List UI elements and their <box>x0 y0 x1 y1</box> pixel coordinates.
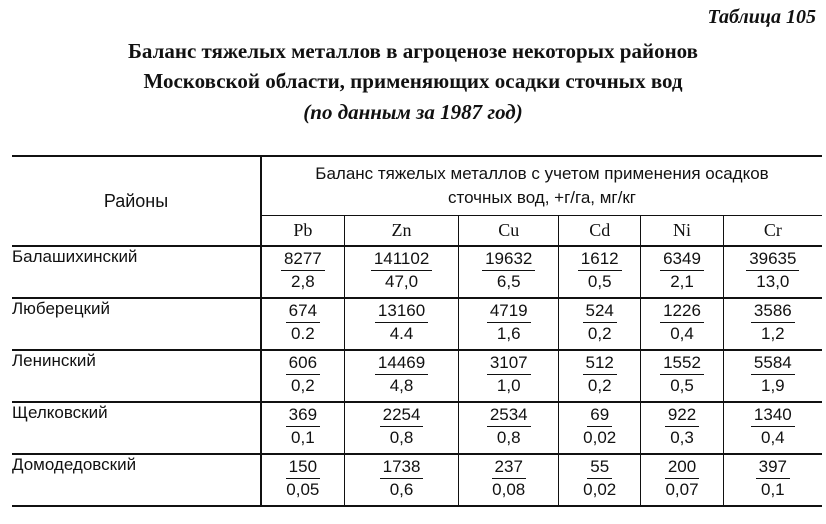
balance-per-kg: 0,5 <box>587 272 612 291</box>
header-metal-pb: Pb <box>261 215 344 246</box>
value-cell <box>641 402 723 454</box>
balance-per-ha: 6349 <box>660 248 704 271</box>
header-metal-ni: Ni <box>641 215 723 246</box>
district-name: Домодедовский <box>12 454 261 506</box>
balance-per-ha: 1738 <box>380 456 424 479</box>
balance-per-kg: 0,07 <box>665 480 699 499</box>
balance-per-kg: 13,0 <box>756 272 790 291</box>
header-metal-cd: Cd <box>559 215 641 246</box>
balance-per-kg: 0,02 <box>583 428 617 447</box>
table-row <box>12 402 822 454</box>
balance-per-ha: 4719 <box>487 300 531 323</box>
value-cell <box>723 402 822 454</box>
value-cell <box>641 350 723 402</box>
balance-per-kg: 0,5 <box>670 376 694 395</box>
balance-per-kg: 0,4 <box>761 428 785 447</box>
header-metal-cu: Cu <box>459 215 559 246</box>
value-cell <box>459 454 559 506</box>
value-cell <box>261 402 344 454</box>
metals-balance-table <box>12 155 822 507</box>
district-name: Щелковский <box>12 402 261 454</box>
value-cell <box>641 454 723 506</box>
value-cell <box>723 454 822 506</box>
balance-per-kg: 0,6 <box>389 480 414 499</box>
balance-per-kg: 2,8 <box>291 272 315 291</box>
table-title-line2: Московской области, применяющих осадки сточных вод <box>143 69 683 93</box>
balance-per-kg: 0,2 <box>587 376 612 395</box>
balance-per-kg: 0,4 <box>670 324 694 343</box>
balance-per-kg: 0,1 <box>291 428 315 447</box>
balance-per-kg: 0,2 <box>587 324 612 343</box>
balance-per-ha: 55 <box>587 456 612 479</box>
header-balance-line2: сточных вод, +г/га, мг/кг <box>448 187 636 207</box>
header-district: Районы <box>12 156 261 246</box>
value-cell <box>559 350 641 402</box>
balance-per-ha: 674 <box>286 300 320 323</box>
district-name: Люберецкий <box>12 298 261 350</box>
table-row <box>12 454 822 506</box>
balance-per-kg: 6,5 <box>496 272 521 291</box>
balance-per-kg: 0.2 <box>291 324 315 343</box>
balance-per-ha: 1340 <box>751 404 795 427</box>
balance-per-kg: 0,02 <box>583 480 617 499</box>
balance-per-ha: 39635 <box>746 248 799 271</box>
balance-per-ha: 1612 <box>578 248 622 271</box>
value-cell <box>559 402 641 454</box>
table-row <box>12 298 822 350</box>
balance-per-ha: 19632 <box>482 248 535 271</box>
value-cell <box>344 454 459 506</box>
district-name: Балашихинский <box>12 246 261 298</box>
balance-per-ha: 14469 <box>375 352 428 375</box>
balance-per-ha: 237 <box>492 456 526 479</box>
balance-per-ha: 1552 <box>660 352 704 375</box>
table-subtitle: (по данным за 1987 год) <box>303 100 523 124</box>
value-cell <box>344 298 459 350</box>
balance-per-kg: 1,9 <box>761 376 785 395</box>
balance-per-ha: 150 <box>286 456 320 479</box>
balance-per-ha: 3107 <box>487 352 531 375</box>
balance-per-kg: 0,2 <box>291 376 315 395</box>
balance-per-ha: 524 <box>583 300 617 323</box>
value-cell <box>723 350 822 402</box>
balance-per-ha: 397 <box>756 456 790 479</box>
balance-per-kg: 4,8 <box>389 376 414 395</box>
value-cell <box>559 454 641 506</box>
balance-per-ha: 3586 <box>751 300 795 323</box>
balance-per-kg: 0,08 <box>492 480 526 499</box>
value-cell <box>559 298 641 350</box>
table-number: Таблица 105 <box>707 6 816 28</box>
balance-per-ha: 1226 <box>660 300 704 323</box>
value-cell <box>261 246 344 298</box>
value-cell <box>559 246 641 298</box>
balance-per-kg: 0,3 <box>670 428 694 447</box>
balance-per-kg: 0,1 <box>761 480 785 499</box>
value-cell <box>261 454 344 506</box>
header-balance-line1: Баланс тяжелых металлов с учетом применения осадков <box>315 163 769 183</box>
balance-per-kg: 0,05 <box>286 480 320 499</box>
value-cell <box>459 298 559 350</box>
balance-per-kg: 1,0 <box>496 376 521 395</box>
table-body <box>12 246 822 506</box>
balance-per-kg: 1,6 <box>496 324 521 343</box>
value-cell <box>344 246 459 298</box>
value-cell <box>261 298 344 350</box>
table-row <box>12 350 822 402</box>
balance-per-ha: 5584 <box>751 352 795 375</box>
header-metal-cr: Cr <box>723 215 822 246</box>
value-cell <box>344 350 459 402</box>
header-balance <box>261 156 822 215</box>
value-cell <box>641 298 723 350</box>
balance-per-kg: 0,8 <box>389 428 414 447</box>
table-row <box>12 246 822 298</box>
balance-per-kg: 2,1 <box>670 272 694 291</box>
value-cell <box>723 246 822 298</box>
table-title-line1: Баланс тяжелых металлов в агроценозе некоторых районов <box>128 39 698 63</box>
value-cell <box>459 402 559 454</box>
value-cell <box>261 350 344 402</box>
balance-per-kg: 47,0 <box>385 272 419 291</box>
balance-per-kg: 0,8 <box>496 428 521 447</box>
value-cell <box>459 246 559 298</box>
value-cell <box>344 402 459 454</box>
value-cell <box>459 350 559 402</box>
value-cell <box>641 246 723 298</box>
balance-per-ha: 369 <box>286 404 320 427</box>
balance-per-ha: 13160 <box>375 300 428 323</box>
balance-per-ha: 512 <box>583 352 617 375</box>
header-metal-zn: Zn <box>344 215 459 246</box>
balance-per-ha: 69 <box>587 404 612 427</box>
balance-per-ha: 922 <box>665 404 699 427</box>
balance-per-kg: 1,2 <box>761 324 785 343</box>
balance-per-kg: 4.4 <box>389 324 414 343</box>
balance-per-ha: 200 <box>665 456 699 479</box>
district-name: Ленинский <box>12 350 261 402</box>
balance-per-ha: 2254 <box>380 404 424 427</box>
value-cell <box>723 298 822 350</box>
balance-per-ha: 8277 <box>281 248 325 271</box>
balance-per-ha: 606 <box>286 352 320 375</box>
balance-per-ha: 2534 <box>487 404 531 427</box>
balance-per-ha: 141102 <box>371 248 432 271</box>
